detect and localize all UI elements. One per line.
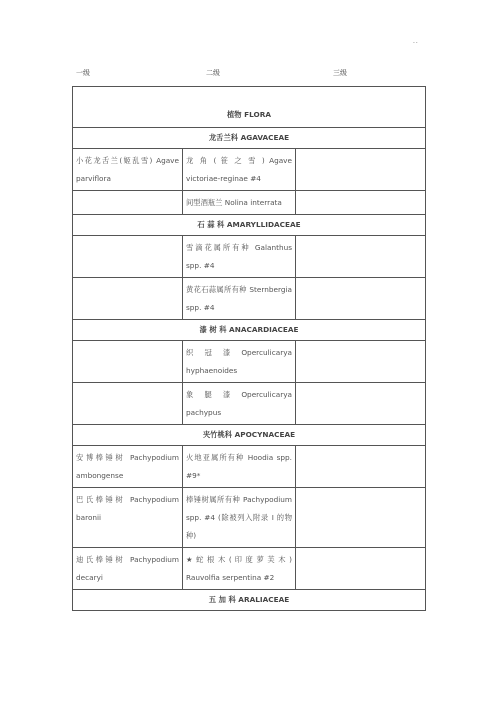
family-heading: 夹竹桃科 APOCYNACEAE: [73, 425, 426, 446]
species-cell-2: 火地亚属所有种 Hoodia spp. #9*: [183, 446, 296, 488]
family-row: [73, 128, 426, 149]
species-cell-1: [73, 341, 183, 383]
species-cell-1: [73, 278, 183, 320]
page-marker: ..: [413, 38, 419, 45]
species-cell-2: 棒锤树属所有种 Pachypodium spp. #4 (除被列入附录 I 的物种): [183, 488, 296, 548]
species-row: [73, 191, 426, 215]
species-row: [73, 548, 426, 590]
level2-label: 二级: [206, 69, 220, 77]
species-cell-3: [296, 548, 426, 590]
species-row: [73, 446, 426, 488]
species-row: [73, 149, 426, 191]
species-row: [73, 278, 426, 320]
species-cell-1: 巴氏棒锤树 Pachypodium baronii: [73, 488, 183, 548]
species-cell-1: 小花龙舌兰(姬乱雪) Agave parviflora: [73, 149, 183, 191]
species-cell-1: 安博棒锤树 Pachypodium ambongense: [73, 446, 183, 488]
family-row: [73, 320, 426, 341]
level-header: [0, 68, 496, 82]
flora-row: [73, 87, 426, 128]
species-cell-1: 迪氏棒锤树 Pachypodium decaryi: [73, 548, 183, 590]
species-row: [73, 341, 426, 383]
level1-label: 一级: [76, 69, 90, 77]
species-cell-2: 黄花石蒜属所有种 Sternbergia spp. #4: [183, 278, 296, 320]
species-table: [72, 86, 426, 611]
species-cell-3: [296, 278, 426, 320]
species-row: [73, 383, 426, 425]
species-cell-2: 间型酒瓶兰 Nolina interrata: [183, 191, 296, 215]
family-row: [73, 425, 426, 446]
species-row: [73, 236, 426, 278]
species-cell-3: [296, 149, 426, 191]
species-cell-2: 象 腿 漆 Operculicarya pachypus: [183, 383, 296, 425]
family-row: [73, 590, 426, 611]
species-cell-1: [73, 191, 183, 215]
level3-label: 三级: [333, 69, 347, 77]
species-cell-3: [296, 446, 426, 488]
species-cell-3: [296, 383, 426, 425]
species-cell-3: [296, 488, 426, 548]
species-cell-3: [296, 341, 426, 383]
flora-heading: 植物 FLORA: [73, 87, 426, 128]
species-cell-2: 龙 角 ( 笹 之 雪 ) Agave victoriae-reginae #4: [183, 149, 296, 191]
family-row: [73, 215, 426, 236]
family-heading: 漆 树 科 ANACARDIACEAE: [73, 320, 426, 341]
species-cell-3: [296, 236, 426, 278]
family-heading: 五 加 科 ARALIACEAE: [73, 590, 426, 611]
species-cell-2: 织 冠 漆 Operculicarya hyphaenoides: [183, 341, 296, 383]
species-cell-2: 雪滴花属所有种 Galanthus spp. #4: [183, 236, 296, 278]
species-row: [73, 488, 426, 548]
family-heading: 石 蒜 科 AMARYLLIDACEAE: [73, 215, 426, 236]
species-cell-3: [296, 191, 426, 215]
species-cell-2: ★ 蛇 根 木 ( 印 度 萝 芙 木 ) Rauvolfia serpentina #2: [183, 548, 296, 590]
family-heading: 龙舌兰科 AGAVACEAE: [73, 128, 426, 149]
species-cell-1: [73, 236, 183, 278]
species-cell-1: [73, 383, 183, 425]
